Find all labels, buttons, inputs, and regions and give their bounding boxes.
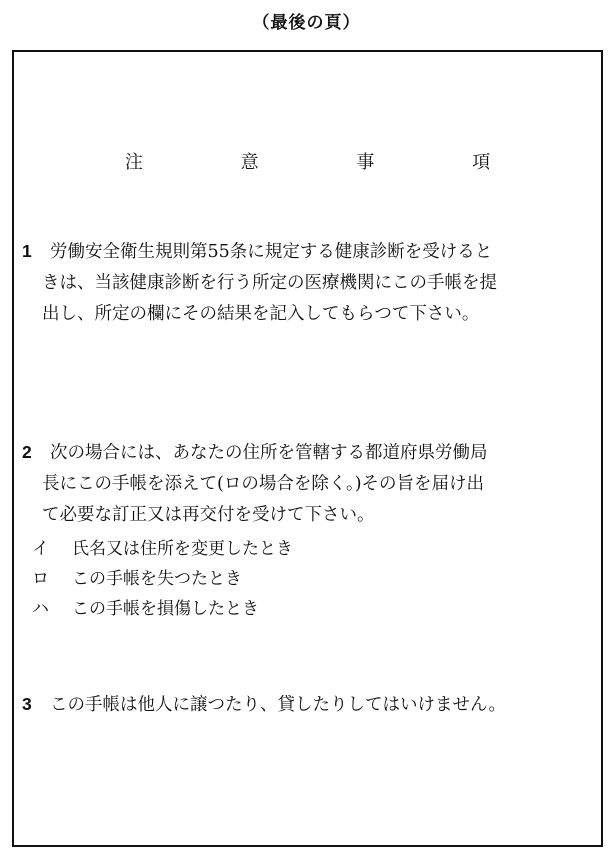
notice-item-3: [22, 689, 597, 721]
sublist-mark: ロ: [32, 569, 49, 589]
notice-title: [14, 148, 601, 174]
notice-item-line: [22, 689, 597, 721]
notice-item-line: [22, 437, 597, 469]
title-char: 注: [124, 152, 143, 173]
sublist-mark: イ: [32, 539, 49, 559]
notice-frame: [12, 50, 603, 847]
notice-item-line: て必要な訂正又は再交付を受けて下さい。: [42, 505, 375, 525]
notice-item-line: 長にこの手帳を添えて(ロの場合を除く。)その旨を届け出: [42, 474, 485, 494]
notice-item-line: [22, 236, 597, 268]
sublist-text: この手帳を失つたとき: [72, 569, 242, 589]
sublist-item: [32, 564, 592, 594]
sublist-item: [32, 594, 592, 624]
notice-item-number: 3: [22, 694, 32, 714]
notice-item-line: きは、当該健康診断を行う所定の医療機関にこの手帳を提: [42, 273, 497, 293]
notice-item-text: 次の場合には、あなたの住所を管轄する都道府県労働局: [50, 443, 488, 463]
notice-item-1: [22, 236, 597, 330]
title-char: 意: [240, 152, 259, 173]
sublist-text: この手帳を損傷したとき: [72, 599, 259, 619]
notice-item-number: 2: [22, 442, 32, 462]
title-char: 項: [472, 152, 491, 173]
title-char: 事: [356, 152, 375, 173]
sublist-mark: ハ: [32, 599, 49, 619]
sublist-item: [32, 534, 592, 564]
notice-item-2-sublist: [32, 534, 592, 624]
notice-item-2: [22, 437, 597, 531]
notice-item-number: 1: [22, 241, 32, 261]
sublist-text: 氏名又は住所を変更したとき: [72, 539, 293, 559]
notice-item-line: 出し、所定の欄にその結果を記入してもらつて下さい。: [42, 304, 480, 324]
page-header: （最後の頁）: [252, 13, 361, 33]
notice-item-text: 労働安全衛生規則第55条に規定する健康診断を受けると: [50, 242, 493, 262]
notice-item-text: この手帳は他人に譲つたり、貸したりしてはいけません。: [50, 695, 507, 715]
